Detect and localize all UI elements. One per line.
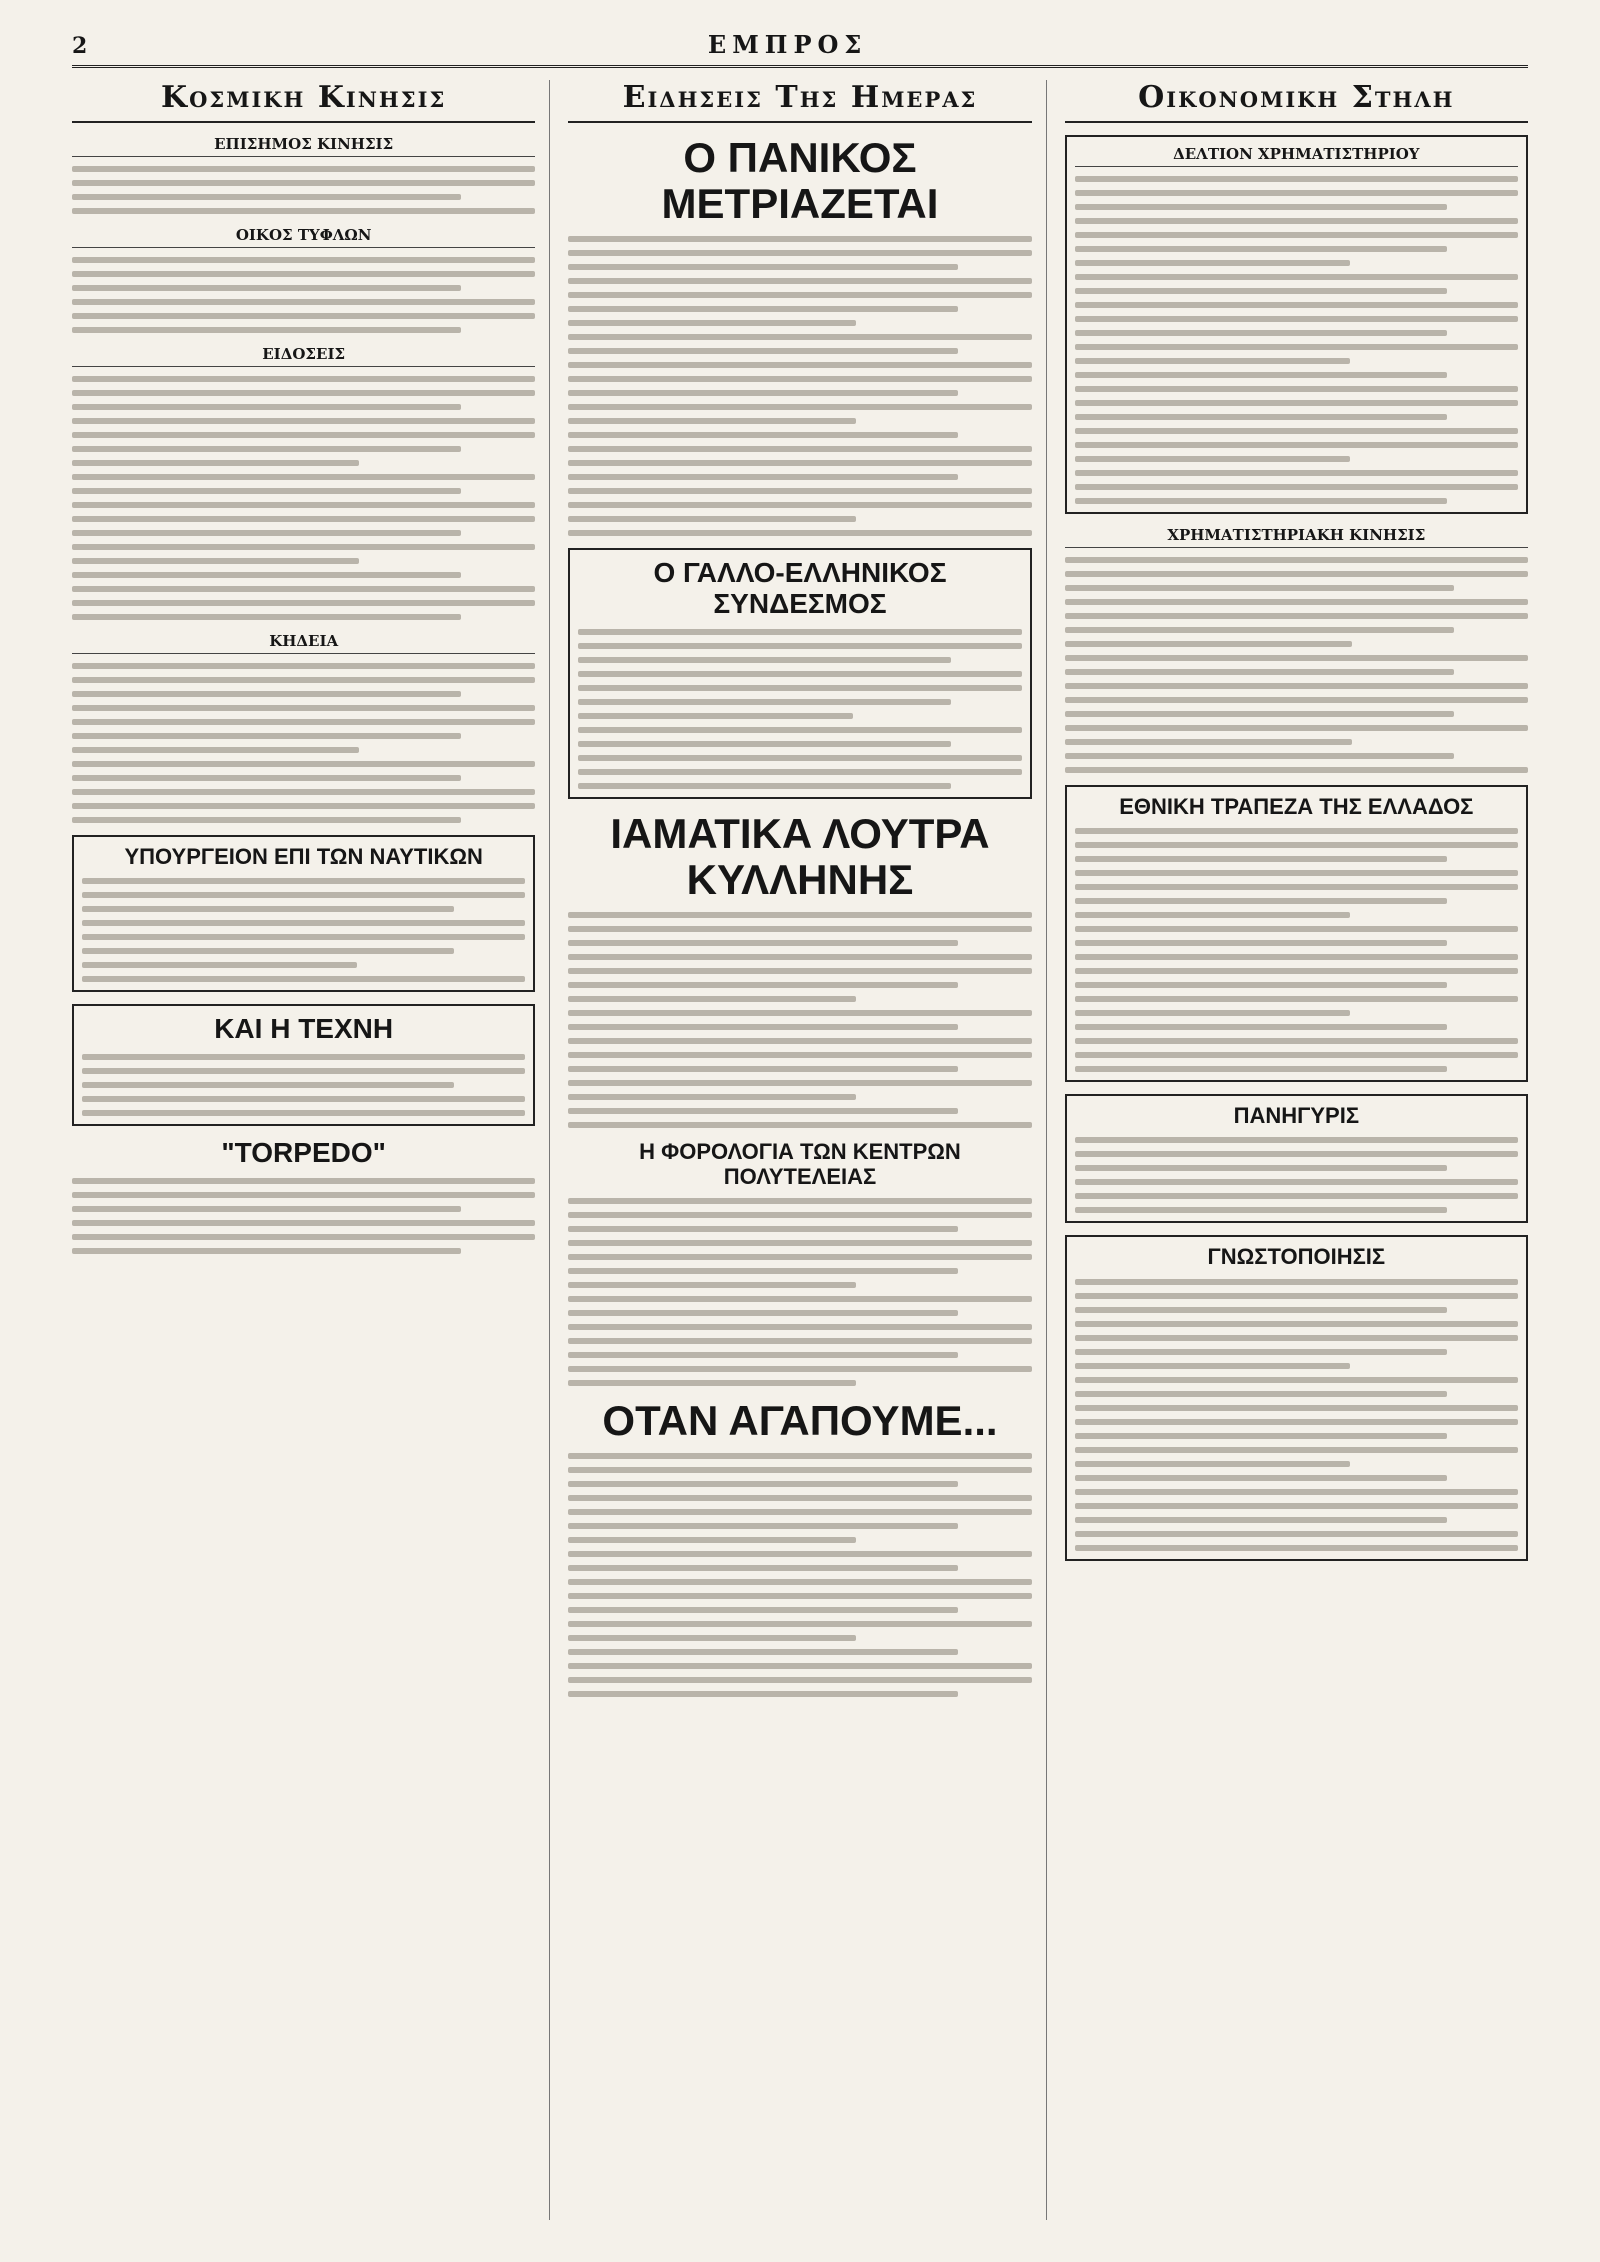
article [72,632,535,823]
article-headline: ΟΙΚΟΣ ΤΥΦΛΩΝ [72,226,535,248]
text-line [568,1038,1031,1044]
text-line [72,488,461,494]
text-line [568,996,855,1002]
text-line [1075,1377,1518,1383]
text-line [578,769,1021,775]
text-line [578,783,950,789]
text-line [1065,627,1454,633]
article-headline: ΕΘΝΙΚΗ ΤΡΑΠΕΖΑ ΤΗΣ ΕΛΛΑΔΟΣ [1119,794,1474,819]
text-line [568,1607,957,1613]
text-line [72,285,461,291]
text-line [82,976,525,982]
text-line [568,404,1031,410]
text-line [578,727,1021,733]
article [72,345,535,620]
text-line [568,362,1031,368]
text-line [568,1481,957,1487]
newspaper-title: ΕΜΠΡΟΣ [707,30,868,59]
article-headline: ΕΠΙΣΗΜΟΣ ΚΙΝΗΣΙΣ [72,135,535,157]
text-line [72,460,359,466]
text-line [568,530,1031,536]
text-line [1075,1038,1518,1044]
text-line [72,432,535,438]
text-line [1075,856,1447,862]
text-line [1065,613,1528,619]
text-line [1075,400,1518,406]
text-line [568,1108,957,1114]
text-line [568,502,1031,508]
article [1065,785,1528,1082]
text-line [82,1068,525,1074]
columns-container [72,80,1528,2220]
text-line [1075,1307,1447,1313]
article-text-placeholder [578,627,1021,789]
text-line [72,1206,461,1212]
text-line [72,404,461,410]
text-line [1075,1066,1447,1072]
text-line [72,677,535,683]
text-line [568,1296,1031,1302]
text-line [72,775,461,781]
text-line [568,982,957,988]
text-line [568,940,957,946]
article-text-placeholder [568,910,1031,1128]
text-line [1075,190,1518,196]
article-headline: ΠΑΝΗΓΥΡΙΣ [1233,1103,1360,1129]
text-line [568,376,1031,382]
column-1 [72,80,550,2220]
text-line [578,699,950,705]
article-text-placeholder [72,164,535,214]
text-line [1075,260,1350,266]
text-line [72,572,461,578]
text-line [72,747,359,753]
text-line [568,236,1031,242]
text-line [578,741,950,747]
text-line [568,1691,957,1697]
text-line [1075,1052,1518,1058]
text-line [82,934,525,940]
text-line [72,1248,461,1254]
text-line [1075,1335,1518,1341]
text-line [578,755,1021,761]
text-line [568,1453,1031,1459]
text-line [568,912,1031,918]
text-line [1075,414,1447,420]
text-line [568,348,957,354]
text-line [568,516,855,522]
article [568,1140,1031,1385]
text-line [568,1649,957,1655]
text-line [1075,926,1518,932]
text-line [568,250,1031,256]
text-line [1075,1321,1518,1327]
text-line [82,906,454,912]
article-headline: ΓΝΩΣΤΟΠΟΙΗΣΙΣ [1207,1244,1386,1270]
text-line [1065,571,1528,577]
text-line [568,1094,855,1100]
article-text-placeholder [1075,174,1518,504]
text-line [1075,828,1518,834]
text-line [1075,1363,1350,1369]
text-line [82,1096,525,1102]
text-line [1075,898,1447,904]
article-headline: ΧΡΗΜΑΤΙΣΤΗΡΙΑΚΗ ΚΙΝΗΣΙΣ [1065,526,1528,548]
text-line [578,685,1021,691]
article-headline: Ο ΠΑΝΙΚΟΣ ΜΕΤΡΙΑΖΕΤΑΙ [661,134,939,228]
text-line [1075,912,1350,918]
text-line [568,1066,957,1072]
article-headline: ΚΗΔΕΙΑ [72,632,535,654]
text-line [568,1338,1031,1344]
text-line [568,460,1031,466]
text-line [72,600,535,606]
text-line [72,271,535,277]
text-line [1075,246,1447,252]
text-line [1075,288,1447,294]
text-line [568,320,855,326]
text-line [568,1523,957,1529]
text-line [568,1024,957,1030]
text-line [1075,218,1518,224]
text-line [1075,1531,1518,1537]
text-line [1075,1391,1447,1397]
article-headline: ΚΑΙ Η ΤΕΧΝΗ [214,1013,394,1045]
text-line [72,327,461,333]
article [72,226,535,333]
article [72,1004,535,1126]
text-line [82,920,525,926]
text-line [568,390,957,396]
text-line [72,803,535,809]
text-line [1075,1349,1447,1355]
text-line [1065,585,1454,591]
text-line [72,313,535,319]
text-line [72,761,535,767]
text-line [72,299,535,305]
article-headline: ΙΑΜΑΤΙΚΑ ΛΟΥΤΡΑ ΚΥΛΛΗΝΗΣ [610,809,990,904]
text-line [1065,599,1528,605]
text-line [568,1663,1031,1669]
text-line [568,264,957,270]
text-line [1065,641,1352,647]
text-line [568,446,1031,452]
text-line [1075,204,1447,210]
text-line [1075,1461,1350,1467]
text-line [1075,1010,1350,1016]
column-header: Οικονομικη Στηλη [1065,80,1528,123]
text-line [568,1122,1031,1128]
text-line [1065,655,1528,661]
text-line [568,306,957,312]
article [72,135,535,214]
text-line [578,671,1021,677]
text-line [568,1509,1031,1515]
text-line [1075,1475,1447,1481]
text-line [1075,358,1350,364]
text-line [72,180,535,186]
article-headline: "TORPEDO" [221,1136,386,1168]
text-line [72,586,535,592]
text-line [568,334,1031,340]
text-line [1075,870,1518,876]
article [568,548,1031,799]
article-headline: ΟΤΑΝ ΑΓΑΠΟΥΜΕ... [602,1396,998,1444]
article-text-placeholder [1075,826,1518,1072]
text-line [1065,753,1454,759]
text-line [82,962,357,968]
column-3 [1065,80,1528,2220]
text-line [1075,1137,1518,1143]
text-line [1075,316,1518,322]
text-line [82,1054,525,1060]
text-line [72,1178,535,1184]
article-text-placeholder [82,876,525,982]
text-line [568,1254,1031,1260]
text-line [1075,884,1518,890]
text-line [1075,842,1518,848]
text-line [1065,725,1528,731]
text-line [568,1467,1031,1473]
article [72,1138,535,1254]
text-line [72,1234,535,1240]
text-line [72,817,461,823]
text-line [72,257,535,263]
article [1065,1235,1528,1560]
text-line [1075,274,1518,280]
text-line [1075,1503,1518,1509]
text-line [578,643,1021,649]
text-line [568,1551,1031,1557]
text-line [72,418,535,424]
text-line [72,502,535,508]
text-line [72,390,535,396]
page-number: 2 [72,33,88,59]
text-line [568,954,1031,960]
text-line [1075,330,1447,336]
text-line [568,1593,1031,1599]
text-line [1075,484,1518,490]
text-line [568,1282,855,1288]
article-text-placeholder [72,661,535,823]
text-line [568,1677,1031,1683]
text-line [72,544,535,550]
text-line [72,166,535,172]
text-line [1065,767,1528,773]
article-text-placeholder [72,374,535,620]
column-header: Κοσμικη Κινησις [72,80,535,123]
text-line [568,1080,1031,1086]
text-line [1075,344,1518,350]
article-text-placeholder [72,255,535,333]
article-text-placeholder [568,1196,1031,1386]
text-line [1075,1179,1518,1185]
text-line [1075,1517,1447,1523]
text-line [72,789,535,795]
text-line [1075,232,1518,238]
text-line [72,194,461,200]
text-line [568,1212,1031,1218]
text-line [568,488,1031,494]
text-line [1065,669,1454,675]
text-line [578,713,853,719]
article-headline: ΕΙΔΟΣΕΙΣ [72,345,535,367]
text-line [72,614,461,620]
text-line [1075,176,1518,182]
text-line [568,1635,855,1641]
article [1065,526,1528,773]
article-text-placeholder [1075,1277,1518,1551]
text-line [82,892,525,898]
text-line [568,1240,1031,1246]
text-line [72,705,535,711]
column-2 [568,80,1046,2220]
text-line [1075,372,1447,378]
text-line [578,657,950,663]
text-line [72,474,535,480]
text-line [1075,1433,1447,1439]
text-line [82,878,525,884]
text-line [1065,683,1528,689]
text-line [568,1537,855,1543]
text-line [82,1110,525,1116]
text-line [1075,1293,1518,1299]
text-line [1065,557,1528,563]
text-line [568,1621,1031,1627]
article-text-placeholder [568,234,1031,536]
text-line [1075,1489,1518,1495]
article [1065,135,1528,514]
text-line [568,1010,1031,1016]
article-headline: Ο ΓΑΛΛΟ-ΕΛΛΗΝΙΚΟΣ ΣΥΝΔΕΣΜΟΣ [653,557,947,620]
text-line [72,516,535,522]
text-line [1075,1024,1447,1030]
text-line [568,1268,957,1274]
text-line [1075,954,1518,960]
text-line [568,278,1031,284]
text-line [1075,1447,1518,1453]
text-line [1075,1405,1518,1411]
article-text-placeholder [1065,555,1528,773]
text-line [1075,1545,1518,1551]
text-line [568,1579,1031,1585]
text-line [1075,442,1518,448]
text-line [1075,302,1518,308]
article [568,1398,1031,1697]
text-line [1065,697,1528,703]
text-line [1075,1151,1518,1157]
text-line [1075,982,1447,988]
text-line [1075,1193,1518,1199]
text-line [568,968,1031,974]
column-header: Ειδησεις Της Ημερας [568,80,1031,123]
text-line [1065,711,1454,717]
text-line [568,926,1031,932]
text-line [1075,940,1447,946]
text-line [72,530,461,536]
text-line [568,1380,855,1386]
text-line [1075,428,1518,434]
masthead [72,30,1528,68]
text-line [1075,498,1447,504]
text-line [568,1352,957,1358]
text-line [72,558,359,564]
article-text-placeholder [1075,1135,1518,1213]
text-line [568,292,1031,298]
article-text-placeholder [568,1451,1031,1697]
text-line [1075,1165,1447,1171]
article-headline: Η ΦΟΡΟΛΟΓΙΑ ΤΩΝ ΚΕΝΤΡΩΝ ΠΟΛΥΤΕΛΕΙΑΣ [639,1139,961,1189]
text-line [1075,470,1518,476]
text-line [1075,1207,1447,1213]
text-line [568,1198,1031,1204]
text-line [568,1226,957,1232]
text-line [1075,996,1518,1002]
text-line [1065,739,1352,745]
text-line [568,1324,1031,1330]
text-line [72,376,535,382]
text-line [1075,386,1518,392]
article-headline: ΔΕΛΤΙΟΝ ΧΡΗΜΑΤΙΣΤΗΡΙΟΥ [1075,145,1518,167]
text-line [568,432,957,438]
text-line [72,691,461,697]
text-line [72,733,461,739]
text-line [568,1310,957,1316]
article [72,835,535,992]
article [568,135,1031,536]
text-line [1075,1279,1518,1285]
text-line [72,663,535,669]
text-line [1075,456,1350,462]
article-text-placeholder [82,1052,525,1116]
text-line [568,474,957,480]
text-line [72,1192,535,1198]
article [568,811,1031,1128]
text-line [72,208,535,214]
text-line [1075,968,1518,974]
text-line [568,1495,1031,1501]
text-line [1075,1419,1518,1425]
article [1065,1094,1528,1223]
text-line [72,1220,535,1226]
article-headline: ΥΠΟΥΡΓΕΙΟΝ ΕΠΙ ΤΩΝ ΝΑΥΤΙΚΩΝ [124,844,483,869]
text-line [578,629,1021,635]
text-line [568,418,855,424]
text-line [568,1052,1031,1058]
text-line [72,446,461,452]
text-line [82,1082,454,1088]
article-text-placeholder [72,1176,535,1254]
text-line [82,948,454,954]
text-line [568,1366,1031,1372]
text-line [72,719,535,725]
text-line [568,1565,957,1571]
